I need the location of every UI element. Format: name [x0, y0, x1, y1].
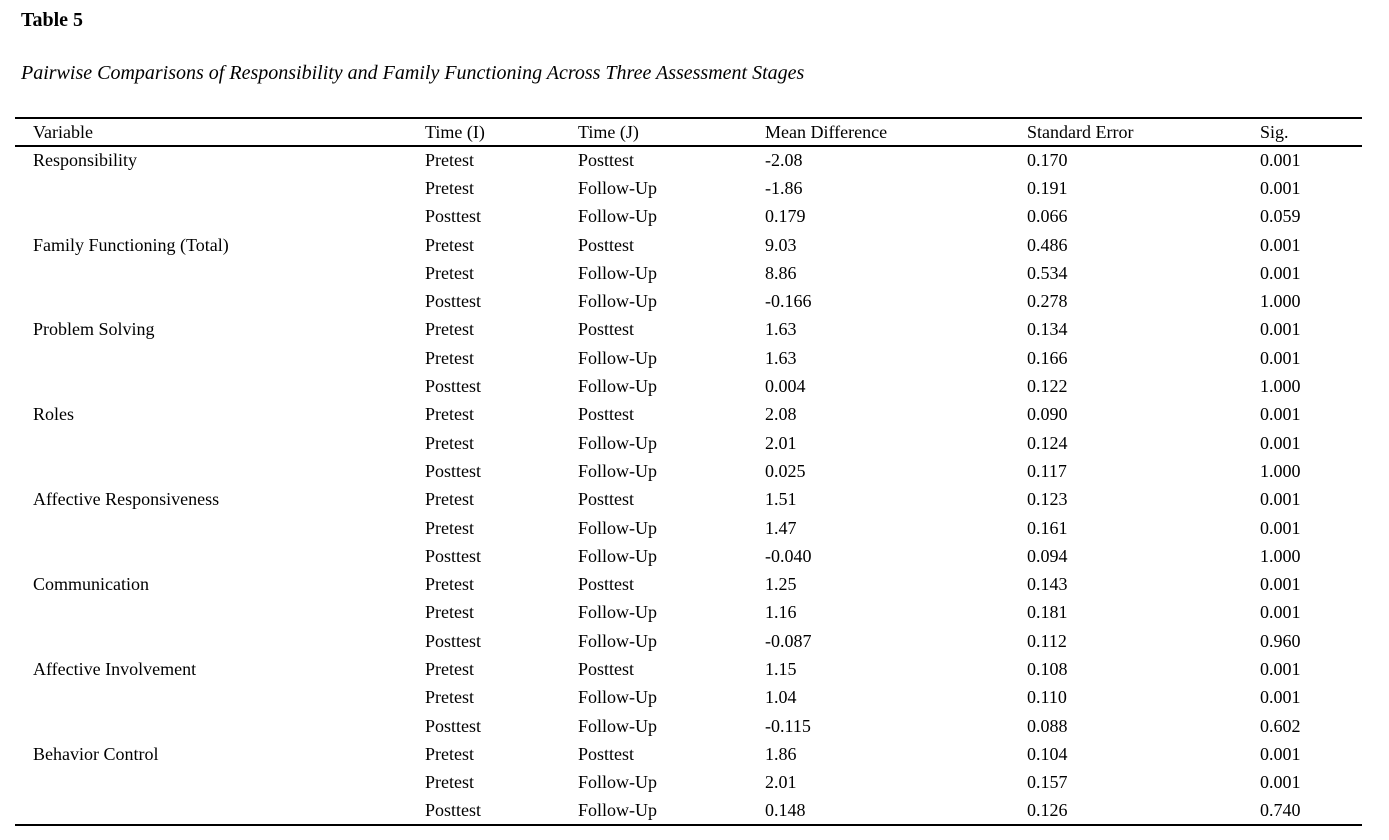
cell-mean-difference: 1.16: [765, 602, 797, 623]
table-row: [15, 712, 1362, 740]
table-row: [15, 655, 1362, 683]
cell-variable: [15, 457, 425, 485]
cell-time-j: Follow-Up: [578, 206, 658, 227]
cell-standard-error: 0.088: [1027, 715, 1068, 736]
cell-time-i: Posttest: [425, 545, 482, 566]
cell-time-i: Pretest: [425, 517, 474, 538]
cell-time-j: Follow-Up: [578, 630, 658, 651]
cell-time-j: Posttest: [578, 574, 635, 595]
cell-time-j: Follow-Up: [578, 715, 658, 736]
cell-time-j: Follow-Up: [578, 291, 658, 312]
cell-mean-difference: -0.115: [765, 715, 811, 736]
cell-standard-error: 0.143: [1027, 574, 1068, 595]
cell-time-i: Pretest: [425, 177, 474, 198]
cell-time-i: Posttest: [425, 376, 482, 397]
cell-sig: 0.001: [1260, 404, 1301, 425]
cell-variable: [15, 287, 425, 315]
table-row: [15, 259, 1362, 287]
cell-standard-error: 0.066: [1027, 206, 1068, 227]
cell-sig: 0.001: [1260, 347, 1301, 368]
cell-standard-error: 0.157: [1027, 772, 1068, 793]
table-row: [15, 486, 1362, 514]
cell-mean-difference: -2.08: [765, 150, 803, 171]
cell-variable: [15, 712, 425, 740]
cell-sig: 0.001: [1260, 743, 1301, 764]
cell-time-j: Follow-Up: [578, 262, 658, 283]
table-row: [15, 316, 1362, 344]
cell-time-j: Follow-Up: [578, 347, 658, 368]
table-row: [15, 231, 1362, 259]
cell-time-j: Follow-Up: [578, 177, 658, 198]
cell-variable: [15, 769, 425, 797]
table-row: [15, 769, 1362, 797]
cell-standard-error: 0.104: [1027, 743, 1068, 764]
cell-time-j: Posttest: [578, 743, 635, 764]
cell-standard-error: 0.124: [1027, 432, 1068, 453]
cell-mean-difference: 2.01: [765, 772, 797, 793]
cell-time-j: Posttest: [578, 489, 635, 510]
cell-standard-error: 0.170: [1027, 150, 1068, 171]
cell-time-j: Posttest: [578, 234, 635, 255]
column-header-sig: Sig.: [1260, 121, 1289, 142]
cell-variable: Affective Involvement: [33, 658, 197, 679]
cell-time-j: Posttest: [578, 404, 635, 425]
cell-mean-difference: 0.179: [765, 206, 806, 227]
cell-mean-difference: 1.04: [765, 687, 797, 708]
table-row: [15, 570, 1362, 598]
cell-time-j: Follow-Up: [578, 432, 658, 453]
cell-time-j: Follow-Up: [578, 517, 658, 538]
cell-standard-error: 0.486: [1027, 234, 1068, 255]
column-header-variable: Variable: [33, 121, 93, 142]
cell-time-i: Pretest: [425, 347, 474, 368]
cell-standard-error: 0.112: [1027, 630, 1067, 651]
cell-time-j: Follow-Up: [578, 545, 658, 566]
cell-standard-error: 0.191: [1027, 177, 1068, 198]
cell-sig: 1.000: [1260, 460, 1301, 481]
cell-sig: 0.001: [1260, 602, 1301, 623]
cell-time-j: Follow-Up: [578, 460, 658, 481]
cell-sig: 0.001: [1260, 234, 1301, 255]
cell-time-i: Pretest: [425, 658, 474, 679]
cell-variable: [15, 344, 425, 372]
cell-time-i: Pretest: [425, 262, 474, 283]
cell-mean-difference: 1.51: [765, 489, 797, 510]
cell-variable: [15, 542, 425, 570]
cell-time-i: Posttest: [425, 630, 482, 651]
cell-time-j: Follow-Up: [578, 799, 658, 820]
pairwise-comparisons-table: [15, 117, 1362, 826]
cell-variable: Problem Solving: [33, 319, 155, 340]
cell-time-j: Follow-Up: [578, 687, 658, 708]
cell-variable: [15, 372, 425, 400]
cell-sig: 0.960: [1260, 630, 1301, 651]
table-row: [15, 203, 1362, 231]
cell-sig: 0.001: [1260, 489, 1301, 510]
table-row: [15, 684, 1362, 712]
cell-mean-difference: 0.025: [765, 460, 806, 481]
cell-time-i: Pretest: [425, 432, 474, 453]
cell-time-i: Pretest: [425, 234, 474, 255]
cell-mean-difference: -0.040: [765, 545, 812, 566]
cell-variable: [15, 203, 425, 231]
cell-mean-difference: 0.148: [765, 799, 806, 820]
cell-variable: [15, 429, 425, 457]
cell-standard-error: 0.122: [1027, 376, 1068, 397]
cell-mean-difference: 1.63: [765, 347, 797, 368]
cell-mean-difference: -0.087: [765, 630, 812, 651]
cell-time-i: Posttest: [425, 206, 482, 227]
cell-standard-error: 0.094: [1027, 545, 1068, 566]
cell-time-i: Pretest: [425, 319, 474, 340]
cell-standard-error: 0.126: [1027, 799, 1068, 820]
cell-time-i: Posttest: [425, 715, 482, 736]
cell-mean-difference: 1.15: [765, 658, 797, 679]
table-row: [15, 542, 1362, 570]
table-row: [15, 401, 1362, 429]
table-title: Pairwise Comparisons of Responsibility and Family Functioning Across Three Assessment Stages: [21, 62, 805, 84]
cell-standard-error: 0.181: [1027, 602, 1068, 623]
cell-variable: [15, 797, 425, 825]
cell-time-j: Follow-Up: [578, 602, 658, 623]
cell-variable: [15, 174, 425, 202]
cell-sig: 0.001: [1260, 319, 1301, 340]
cell-mean-difference: -1.86: [765, 177, 803, 198]
cell-standard-error: 0.161: [1027, 517, 1068, 538]
table-row: [15, 514, 1362, 542]
cell-mean-difference: 9.03: [765, 234, 797, 255]
cell-sig: 0.001: [1260, 432, 1301, 453]
table-row: [15, 429, 1362, 457]
cell-variable: Affective Responsiveness: [33, 489, 220, 510]
table-row: [15, 344, 1362, 372]
column-header-time-i: Time (I): [425, 121, 485, 142]
cell-standard-error: 0.090: [1027, 404, 1068, 425]
cell-time-i: Pretest: [425, 404, 474, 425]
column-header-mean-difference: Mean Difference: [765, 121, 888, 142]
cell-mean-difference: 1.25: [765, 574, 797, 595]
cell-variable: Communication: [33, 574, 149, 595]
cell-sig: 1.000: [1260, 376, 1301, 397]
cell-time-i: Pretest: [425, 489, 474, 510]
table-row: [15, 797, 1362, 825]
cell-standard-error: 0.166: [1027, 347, 1068, 368]
cell-sig: 0.602: [1260, 715, 1301, 736]
cell-variable: Responsibility: [33, 150, 138, 171]
cell-standard-error: 0.534: [1027, 262, 1068, 283]
cell-standard-error: 0.134: [1027, 319, 1068, 340]
cell-standard-error: 0.123: [1027, 489, 1068, 510]
cell-variable: Family Functioning (Total): [33, 234, 229, 255]
cell-time-i: Pretest: [425, 687, 474, 708]
cell-mean-difference: 8.86: [765, 262, 797, 283]
cell-time-i: Posttest: [425, 291, 482, 312]
cell-variable: Behavior Control: [33, 743, 159, 764]
table-label: Table 5: [21, 9, 84, 31]
cell-sig: 0.001: [1260, 658, 1301, 679]
cell-sig: 0.001: [1260, 177, 1301, 198]
cell-standard-error: 0.110: [1027, 687, 1067, 708]
cell-time-i: Pretest: [425, 150, 474, 171]
table-row: [15, 457, 1362, 485]
cell-mean-difference: 0.004: [765, 376, 806, 397]
cell-time-j: Follow-Up: [578, 376, 658, 397]
column-header-standard-error: Standard Error: [1027, 121, 1134, 142]
cell-mean-difference: 2.08: [765, 404, 797, 425]
cell-standard-error: 0.117: [1027, 460, 1067, 481]
table-row: [15, 599, 1362, 627]
cell-sig: 0.001: [1260, 687, 1301, 708]
cell-time-i: Pretest: [425, 602, 474, 623]
cell-mean-difference: -0.166: [765, 291, 812, 312]
cell-sig: 0.001: [1260, 517, 1301, 538]
cell-standard-error: 0.108: [1027, 658, 1068, 679]
cell-variable: [15, 259, 425, 287]
table-row: [15, 372, 1362, 400]
cell-time-j: Follow-Up: [578, 772, 658, 793]
cell-sig: 0.740: [1260, 799, 1301, 820]
cell-sig: 0.001: [1260, 150, 1301, 171]
cell-variable: [15, 514, 425, 542]
table-row: [15, 174, 1362, 202]
cell-mean-difference: 1.63: [765, 319, 797, 340]
cell-time-i: Pretest: [425, 772, 474, 793]
cell-time-i: Pretest: [425, 743, 474, 764]
cell-time-j: Posttest: [578, 150, 635, 171]
cell-time-i: Pretest: [425, 574, 474, 595]
cell-mean-difference: 2.01: [765, 432, 797, 453]
table-row: [15, 287, 1362, 315]
cell-variable: [15, 599, 425, 627]
cell-sig: 0.059: [1260, 206, 1301, 227]
table-row: [15, 146, 1362, 174]
table-header-row: [15, 118, 1362, 146]
cell-mean-difference: 1.86: [765, 743, 797, 764]
cell-time-i: Posttest: [425, 799, 482, 820]
column-header-time-j: Time (J): [578, 121, 639, 142]
cell-sig: 1.000: [1260, 545, 1301, 566]
cell-variable: [15, 684, 425, 712]
cell-time-i: Posttest: [425, 460, 482, 481]
cell-variable: Roles: [33, 404, 75, 425]
table-row: [15, 627, 1362, 655]
table-row: [15, 740, 1362, 768]
cell-mean-difference: 1.47: [765, 517, 797, 538]
cell-time-j: Posttest: [578, 319, 635, 340]
cell-standard-error: 0.278: [1027, 291, 1068, 312]
cell-sig: 1.000: [1260, 291, 1301, 312]
cell-time-j: Posttest: [578, 658, 635, 679]
cell-sig: 0.001: [1260, 772, 1301, 793]
cell-variable: [15, 627, 425, 655]
cell-sig: 0.001: [1260, 262, 1301, 283]
cell-sig: 0.001: [1260, 574, 1301, 595]
